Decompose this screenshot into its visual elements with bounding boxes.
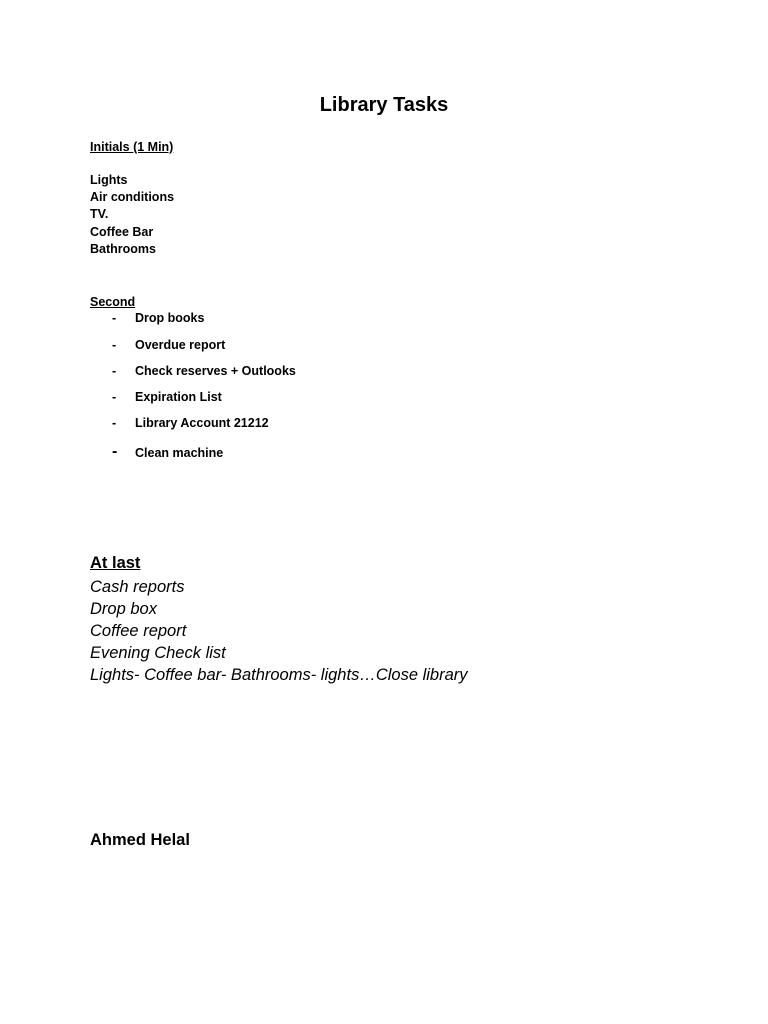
list-item: TV. [90,207,109,222]
second-heading: Second [90,295,136,309]
list-item: Cash reports [90,578,185,596]
at-last-heading: At last [90,554,141,572]
list-item: Coffee report [90,622,187,640]
list-item-text: Drop books [135,311,205,325]
list-item-text: Check reserves + Outlooks [135,364,296,378]
list-item-text: Library Account 21212 [135,416,269,430]
list-item: Lights- Coffee bar- Bathrooms- lights…Close library [90,666,468,684]
bullet-dash: - [112,364,117,378]
list-item: Bathrooms [90,241,156,256]
list-item-text: Expiration List [135,390,222,404]
bullet-dash: - [112,390,117,404]
list-item-text: Overdue report [135,338,226,352]
page-title: Library Tasks [319,94,449,116]
bullet-dash: - [112,311,117,325]
list-item: Lights [90,173,128,187]
bullet-dash: - [112,443,118,460]
initials-heading: Initials (1 Min) [90,140,174,154]
signature-name: Ahmed Helal [90,831,190,849]
bullet-dash: - [112,416,117,430]
list-item: Evening Check list [90,644,226,662]
list-item-text: Clean machine [135,446,224,460]
bullet-dash: - [112,338,117,352]
list-item: Drop box [90,600,157,618]
list-item: Air conditions [90,190,175,205]
list-item: Coffee Bar [90,224,154,239]
at-last-list [90,576,468,686]
